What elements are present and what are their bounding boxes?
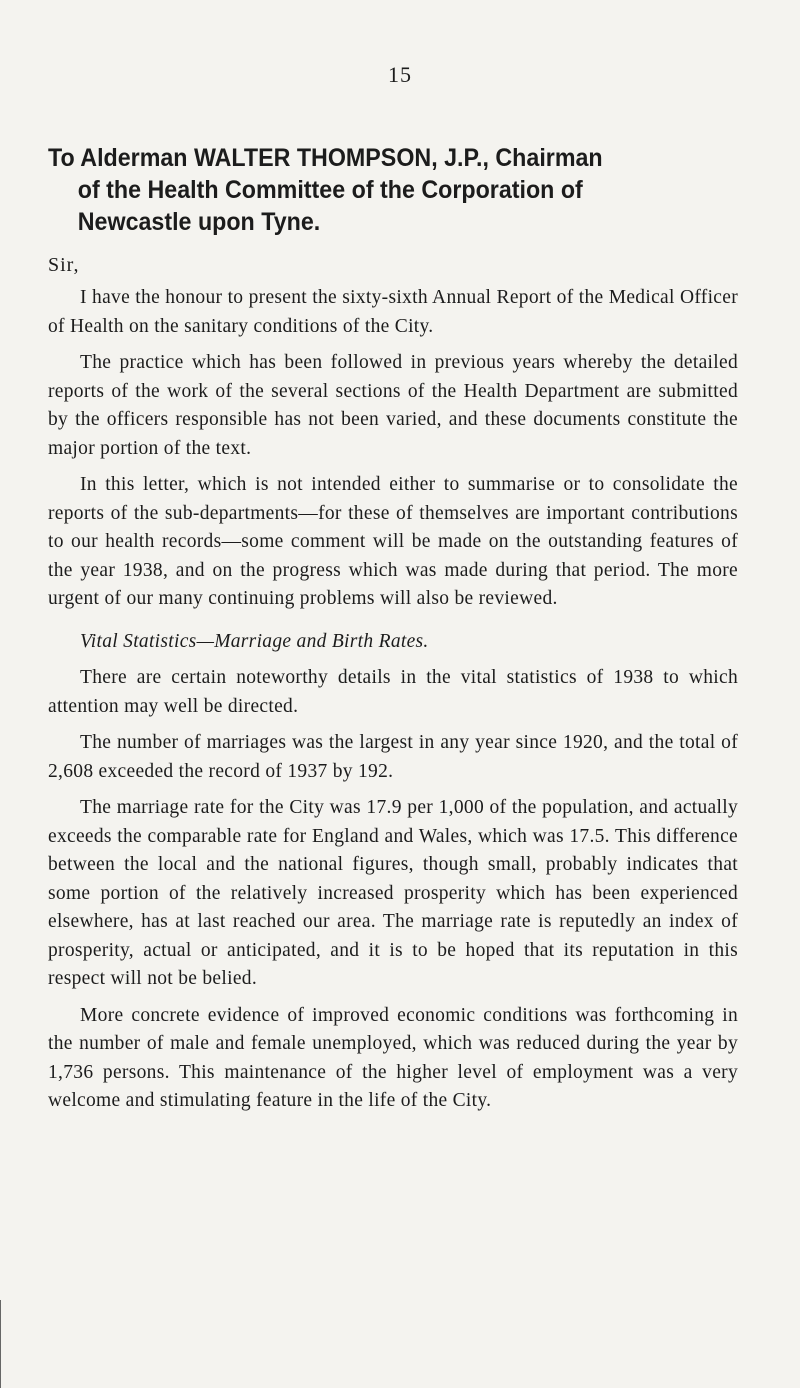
salutation: Sir, [48, 254, 80, 276]
paragraph-intro: I have the honour to present the sixty-sixth Annual Report of the Medical Officer of Health on the sanitary conditions of the City. [48, 287, 738, 337]
paragraph-vital-statistics: There are certain noteworthy details in the vital statistics of 1938 to which attention may well be directed. [48, 667, 738, 717]
paragraph-marriages: The number of marriages was the largest in any year since 1920, and the total of 2,608 exceeded the record of 1937 by 192. [48, 732, 738, 782]
address-line-2: of the Health Committee of the Corporation of [77, 176, 583, 204]
page-edge-line [0, 1300, 1, 1388]
page-number: 15 [388, 62, 412, 87]
paragraph-practice: The practice which has been followed in previous years whereby the detailed reports of the work of the several sections of the Health Department are submitted by the officers responsible has not been varied, and these documents constitute the major portion of the text. [48, 352, 738, 459]
paragraph-letter-scope: In this letter, which is not intended either to summarise or to consolidate the reports of the sub-departments—for these of themselves are important contributions to our health records—some comment will be made on the outstanding features of the year 1938, and on the progress which was made during that period. The more urgent of our many continuing problems will also be reviewed. [48, 474, 738, 609]
paragraph-unemployment: More concrete evidence of improved economic conditions was forthcoming in the number of male and female unemployed, which was reduced during the year by 1,736 persons. This maintenance of the higher level of employment was a very welcome and stimulating feature in the life of the City. [48, 1004, 738, 1111]
paragraph-marriage-rate: The marriage rate for the City was 17.9 per 1,000 of the population, and actually exceeds the comparable rate for England and Wales, which was 17.5. This difference between the local and the national figures, though small, probably indicates that some portion of the relatively increased prosperity which has been experienced elsewhere, has at last reached our area. The marriage rate is reputedly an index of prosperity, actual or anticipated, and it is to be hoped that its reputation in this respect will not be belied. [48, 797, 738, 989]
letter-body [48, 284, 738, 1124]
address-line-3: Newcastle upon Tyne. [77, 208, 321, 236]
address-line-1: To Alderman WALTER THOMPSON, J.P., Chairman [48, 144, 603, 172]
section-heading-vital-statistics: Vital Statistics—Marriage and Birth Rates. [80, 630, 429, 652]
letter-address [48, 142, 699, 238]
